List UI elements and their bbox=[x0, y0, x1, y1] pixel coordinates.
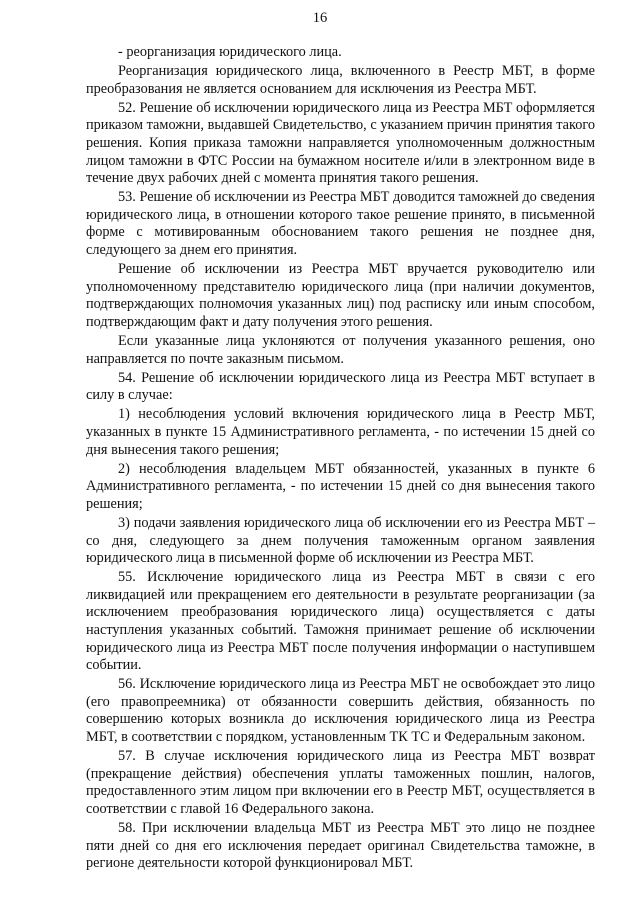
paragraph-57: 57. В случае исключения юридического лица из Реестра МБТ возврат (прекращение действия) обеспечения уплаты таможенных пошлин, налогов, предоставленного этим лицом при включении его в Реестр МБТ, осуществляется в соответствии с главой 16 Федерального закона. bbox=[86, 748, 595, 817]
paragraph-reorganization-note: Реорганизация юридического лица, включенного в Реестр МБТ, в форме преобразования не является основанием для исключения из Реестра МБТ. bbox=[86, 63, 595, 97]
paragraph-56: 56. Исключение юридического лица из Реестра МБТ не освобождает это лицо (его правопреемника) от обязанности совершить действия, обязанность по совершению которых возникла до исключения юридического лица из Реестра МБТ, в соответствии с порядком, установленным ТК ТС и Федеральным законом. bbox=[86, 676, 595, 746]
paragraph-53-mail: Если указанные лица уклоняются от получения указанного решения, оно направляется по почте заказным письмом. bbox=[86, 333, 595, 367]
paragraph-54-item-2: 2) несоблюдения владельцем МБТ обязанностей, указанных в пункте 6 Административного регламента, - по истечении 15 дней со дня вынесения такого решения; bbox=[86, 460, 595, 512]
page-number: 16 bbox=[312, 10, 328, 26]
paragraph-54-item-1: 1) несоблюдения условий включения юридического лица в Реестр МБТ, указанных в пункте 15 Административного регламента, - по истечении 15 дней со дня вынесения такого решения; bbox=[86, 406, 595, 458]
paragraph-54: 54. Решение об исключении юридического лица из Реестра МБТ вступает в силу в случае: bbox=[86, 369, 595, 404]
paragraph-55: 55. Исключение юридического лица из Реестра МБТ в связи с его ликвидацией или прекращением его деятельности в результате реорганизации (за исключением преобразования юридического лица) осуществляется с даты наступления указанных событий. Таможня принимает решение об исключении юридического лица из Реестра МБТ после получения информации о наступившем событии. bbox=[86, 569, 595, 674]
document-body bbox=[86, 44, 595, 874]
paragraph-52: 52. Решение об исключении юридического лица из Реестра МБТ оформляется приказом таможни, выдавшей Свидетельство, с указанием причин принятия такого решения. Копия приказа таможни направляется уполномоченным должностным лицом таможни в ФТС России на бумажном носителе и/или в электронном виде в течение двух рабочих дней с момента принятия такого решения. bbox=[86, 99, 595, 187]
paragraph-reorganization-item: - реорганизация юридического лица. bbox=[118, 44, 342, 60]
paragraph-58: 58. При исключении владельца МБТ из Реестра МБТ это лицо не позднее пяти дней со дня его исключения передает оригинал Свидетельства таможне, в регионе деятельности которой функционировал МБТ. bbox=[86, 820, 595, 872]
paragraph-53: 53. Решение об исключении из Реестра МБТ доводится таможней до сведения юридического лица, в отношении которого такое решение принято, в письменной форме с мотивированным обоснованием такого решения не позднее дня, следующего за днем его принятия. bbox=[86, 189, 595, 259]
paragraph-54-item-3: 3) подачи заявления юридического лица об исключении его из Реестра МБТ – со дня, следующего за днем получения таможенным органом заявления юридического лица в письменной форме об исключении из Реестра МБТ. bbox=[86, 514, 595, 567]
paragraph-53-delivery: Решение об исключении из Реестра МБТ вручается руководителю или уполномоченному представителю юридического лица (при наличии документов, подтверждающих полномочия указанных лиц) под расписку или иным способом, подтверждающим факт и дату получения этого решения. bbox=[86, 261, 595, 330]
